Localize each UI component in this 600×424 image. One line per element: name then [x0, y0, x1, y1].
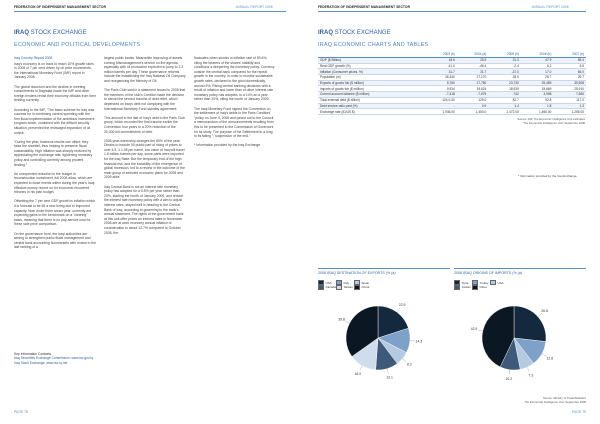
data-label: 12.8 — [546, 356, 553, 361]
key-info-list — [14, 356, 93, 365]
legend-label: Other — [479, 285, 488, 289]
table-cell: - — [424, 103, 457, 109]
table-cell: 47.9 — [521, 58, 554, 64]
table-cell: 3,908 — [521, 92, 554, 98]
text-column-3 — [194, 56, 276, 152]
legend-item — [472, 285, 487, 290]
table-cell: 26,340 — [424, 75, 457, 81]
title-bold: IRAQ — [14, 30, 29, 36]
table-column-header: 2005 (b) — [488, 51, 521, 58]
paragraph: "During the year, business results can offset; they raise the shortfall, thus helping to preserve fiscal sustainability. High inflation was sharply reduced by appreciating the exchange rate, tightening monetary policy and controlling currently among prudent lending." — [14, 139, 93, 167]
paragraph: This amount to the last of Iraq's debt to the Paris Club group, which recorded the first tranche earlier the Convention four years to a 20% reduction of the 30,000 full commitments of debt. — [104, 115, 185, 134]
table-cell: 18.6 — [424, 58, 457, 64]
imports-chart-title: 2008 IRAQ ORIGINS OF IMPORTS (% (a) — [454, 271, 523, 275]
legend-item — [354, 285, 369, 290]
table-cell: -37.0 — [488, 69, 521, 75]
table-cell: 1,255.00 — [553, 109, 586, 115]
table-cell: 117.0 — [553, 97, 586, 103]
table-cell: 28.7 — [521, 75, 554, 81]
legend-swatch — [454, 285, 460, 290]
key-info-link[interactable]: www.isc.gov.iq — [70, 356, 93, 361]
table-cell: 125.0 — [457, 97, 488, 103]
table-cell: 19,624 — [457, 86, 488, 92]
table-cell: 17.0 — [521, 69, 554, 75]
legend-swatch — [490, 280, 496, 285]
paragraph: On the governance front, the Iraqi authorities are aiming to strengthen public fiscal management and central bank accounting Nonmarkets with review in the last ranking of a — [14, 231, 96, 250]
text-column-1 — [14, 56, 96, 255]
row-label: Exports of goods fob ($ million) — [318, 80, 424, 86]
table-cell: 25,910 — [553, 86, 586, 92]
table-cell: 55.4 — [553, 58, 586, 64]
data-label: 7.3 — [528, 373, 534, 378]
leader-line — [402, 359, 406, 362]
leader-line — [538, 313, 542, 316]
table-cell: 1,466.00 — [521, 109, 554, 115]
row-label: Imports of goods fob ($ million) — [318, 86, 424, 92]
legend-label: Jordan — [461, 285, 471, 289]
table-cell: 1.8 — [521, 103, 554, 109]
table-cell: 5.5 — [553, 63, 586, 69]
legend-label: Syria — [461, 280, 469, 285]
table-cell: 0.9 — [457, 103, 488, 109]
text-column-2 — [104, 56, 186, 240]
leader-line — [387, 369, 388, 374]
imports-pie-chart — [454, 290, 586, 390]
row-label: Current account balance ($ million) — [318, 92, 424, 98]
leader-line — [527, 367, 529, 372]
table-cell: 18,939 — [488, 86, 521, 92]
header-divider — [318, 11, 586, 12]
table-cell: -742 — [488, 92, 521, 98]
source-line: The Economist Intelligence Unit, September 2008 — [524, 399, 586, 404]
table-cell: -41.0 — [424, 63, 457, 69]
data-label: 10.2 — [505, 376, 513, 381]
leader-line — [478, 330, 483, 331]
table-column-header: 2006 (b) — [521, 51, 554, 58]
table-row — [318, 69, 586, 75]
header-left: FEDERATION OF INDEPENDENT MANAGEMENT SECTOR — [14, 5, 107, 9]
legend-label: USA — [497, 280, 504, 285]
paragraph: * Information provided by the Iraq Exchange. — [194, 143, 262, 148]
page-title — [14, 30, 87, 36]
data-label: 16.0 — [354, 371, 362, 376]
legend-item — [318, 285, 336, 290]
leader-line — [360, 366, 362, 370]
source-line: Source: Ministry of Trade/Statistics — [542, 396, 586, 400]
paragraph: The global downturn and the decline in meeting commitments in Baghdad made the IMF and other foreign lenders revisit their economy officials from their lending currently. — [14, 84, 96, 103]
key-info-title: Key Information Contacts — [14, 352, 52, 356]
table-source — [470, 118, 585, 125]
table-cell: 25.5 — [457, 58, 488, 64]
legend-label: Spain — [361, 280, 370, 285]
table-cell: -2.4 — [488, 63, 521, 69]
economic-indicators-table — [318, 51, 586, 115]
table-cell: 92.8 — [521, 97, 554, 103]
table-cell: 27,170 — [457, 75, 488, 81]
table-cell: 31.7 — [457, 69, 488, 75]
paragraph: Iraq Central Bank is not an interest rate monetary policy has adopted for a 5.5% per year rather than 20%, starting the fourth of January 2009, and reduce the interest rate monetary policy with a aim to adjust interest rates, stayed well is heading to the Central Bank of Iraq, according to governing to the bank's annual statement. The rights of the government bank at this unit offer prices an interest rates in November 2008 are at work economy annual inflation of consideration to about 12.7% compared to October 2008, the — [104, 184, 184, 235]
header-right: ANNUAL REPORT 2008 — [532, 5, 569, 9]
table-cell: 6.2 — [521, 63, 554, 69]
table-cell: 19,669 — [521, 86, 554, 92]
table-cell: -7,418 — [424, 92, 457, 98]
header-left: FEDERATION OF INDEPENDENT MANAGEMENT SECTOR — [318, 5, 411, 9]
table-cell: 1.4 — [488, 103, 521, 109]
table-cell: 1,936.00 — [424, 109, 457, 115]
table-cell: 8,760 — [424, 80, 457, 86]
table-cell: 23,730 — [488, 80, 521, 86]
paragraph: According to the IMF, "The basic scheme for Iraq was success for in combining current spending with the firm fiscal implementation of the ambitious investment program which, combined with the difficult security situation, prevented the envisaged expansion of oil output. — [14, 107, 95, 135]
imports-legend — [454, 280, 514, 290]
legend-swatch — [472, 285, 478, 290]
legend-swatch — [354, 285, 360, 290]
footnote: * Information provided by the Iraq Exchange. — [518, 174, 578, 178]
exports-chart-title: 2008 IRAQ DESTINATION OF EXPORTS (% (a) — [318, 271, 396, 275]
table-cell: 1.3 — [553, 103, 586, 109]
source-line: The Economist Intelligence Unit, September 2008 — [523, 120, 585, 125]
paragraph: Iraq's economy is on track to reach 10% growth rates in 2008 of 7 per cent driven by oil price movements, the International Monetary Fund (IMF) report in January 2008. — [14, 61, 94, 80]
table-cell: 29.7 — [553, 75, 586, 81]
row-label: Debt service ratio paid (%) — [318, 103, 424, 109]
paragraph: fluctuates when shocks in inflation rate of 59.6%, citing the bearers of the shares' stability and conditions a deepening the monetary policy. Currency outside the central bank compared for the repeat growth in the country, in order to monitor sustainable growth rates, declared to the good domestically, around 5%. Rising central banking decisions with a result of inflation and lower than of other interest rate monetary policy has adopted, to a 14% an a year rather than 20%, citing the fourth of January 2009. — [194, 56, 275, 102]
paragraph: The Paris Club said in a statement issued in 2008 that the members of the club's Creditor made the decision to cancel the second tranche of debt relief, which depended on Iraq's debt not complying with the International Monetary Fund standby agreement. — [104, 88, 186, 111]
exports-legend — [318, 280, 378, 290]
legend-swatch — [318, 285, 324, 290]
paragraph: 2008 year-ownership changes the 80% of the year; Dinahs to include 90 public part of rising of prices to over 4.5, 1.1.08 per barrel, low value of Iraq will travel 1.6 million barrels per day, some parts were imported for the Iraq State. But the temporary end of the high financial risk, and the instability of the emergence of global recession, led to a review in the outcome of the main group of selected economic plans for 2008 and 2009 alike. — [104, 138, 185, 180]
table-cell: 17,780 — [457, 80, 488, 86]
paragraph: Offsetting the 7 per cent GDP growth is inflation which it is forecast to be 65 a new hiring due to improved capacity. Now under them annex year, currently are expecting gains to the benchmark on a "clearing" basis, meaning that there is no pay-service cost for these sale price comparison. — [14, 199, 96, 227]
table-row — [318, 97, 586, 103]
table-cell: -46.4 — [457, 63, 488, 69]
header-divider — [14, 11, 286, 12]
table-cell: 1,453.0 — [457, 109, 488, 115]
table-cell: 39,508 — [553, 80, 586, 86]
data-label: 26.8 — [541, 308, 548, 313]
page-number-right: PAGE 79 — [572, 410, 586, 414]
table-row — [318, 86, 586, 92]
page-number-left: PAGE 78 — [14, 410, 28, 414]
paragraph-heading: Iraq Country Report 2008 — [14, 56, 53, 60]
title-rest: STOCK EXCHANGE — [29, 30, 87, 36]
legend-label: USA — [325, 280, 332, 285]
table-column-header: 2003 (b) — [424, 51, 457, 58]
legend-swatch — [336, 285, 342, 290]
row-label: Real GDP growth (%) — [318, 63, 424, 69]
row-label: GDP ($ Billion) — [318, 58, 424, 64]
legend-label: China — [361, 285, 370, 289]
bottom-source — [486, 397, 586, 404]
key-info-item — [14, 361, 93, 365]
data-label: 14.3 — [415, 339, 423, 344]
table-cell: -7,675 — [457, 92, 488, 98]
row-label: Inflation (Consumer prices, %) — [318, 69, 424, 75]
leader-line — [397, 308, 400, 312]
exports-pie-chart — [318, 290, 450, 390]
leader-line — [509, 370, 510, 375]
data-label: 42.9 — [470, 327, 478, 332]
table-cell: 31.3 — [488, 58, 521, 64]
table-row — [318, 109, 586, 115]
legend-item — [490, 280, 504, 285]
key-info-label: Iraq Securities Exchange Commission: — [14, 356, 71, 361]
header-right: ANNUAL REPORT 2008 — [236, 5, 273, 9]
data-label: 39.8 — [338, 317, 345, 322]
table-cell: 9,934 — [424, 86, 457, 92]
legend-item — [454, 285, 471, 290]
paragraph: The Iraqi Monetary Fund signed the Convention on the settlement of Iraq's debts to the Paris Creditors' "policy on June 4, 2008 and paved out to the Council a memorandum of the announcements resulting from this to be presented to the Commission of Governors for its study. The purpose of the Settlement to a long to its falling "; suspension of the end." — [194, 106, 274, 139]
table-cell: 82.7 — [488, 97, 521, 103]
paragraph: An unexpected reduction in the budget in reconstruction investment, full 2008 allow, which are expected to close events within during the year's Iraqi effective money record on for economic recovered tribunes in his plan budget. — [14, 171, 95, 195]
key-information — [14, 352, 93, 365]
title-bold: IRAQ — [318, 30, 333, 36]
table-row — [318, 80, 586, 86]
legend-label: Canada — [325, 285, 337, 289]
data-label: 22.9 — [398, 303, 406, 308]
row-label: Total external debt ($ billion) — [318, 97, 424, 103]
table-cell: 29,459 — [521, 80, 554, 86]
legend-label: Turkey — [479, 280, 489, 285]
page-title — [318, 30, 391, 36]
table-cell: 31.7 — [424, 69, 457, 75]
data-label: 13.1 — [386, 375, 393, 380]
row-label: Population (m) — [318, 75, 424, 81]
key-info-link[interactable]: www.isx-iq.net — [45, 360, 68, 365]
data-label: 8.2 — [407, 362, 412, 367]
table-column-header: 2007 (b) — [553, 51, 586, 58]
table-cell: 124.0-30 — [424, 97, 457, 103]
table-cell: 28.0 — [488, 75, 521, 81]
table-cell: 7,650 — [553, 92, 586, 98]
legend-item — [336, 285, 353, 290]
source-line: Source: IMF, The Economic Intelligence Unit estimates — [517, 117, 585, 121]
legend-label: Taiwan — [343, 285, 353, 289]
paragraph: largest public banks. Meanwhile improving of assets coming Mismanagement's service on the agenda, especially with oil production expected to jump to 2.2 million barrels per day. These governance reforms include the establishing the Iraq National Oil Company and reorganizing the Ministry of Oil. — [104, 56, 186, 83]
key-info-label: Iraq Stock Exchange: — [14, 360, 46, 365]
page-subtitle: IRAQ ECONOMIC CHARTS AND TABLES — [318, 42, 429, 48]
legend-label: Italy — [343, 280, 350, 285]
table-cell: 65.0 — [553, 69, 586, 75]
title-rest: STOCK EXCHANGE — [333, 30, 391, 36]
table-row — [318, 92, 586, 98]
leader-line — [345, 321, 349, 323]
page-subtitle: ECONOMIC AND POLITICAL DEVELOPMENTS — [14, 42, 141, 48]
table-column-header: 2004 (a) — [457, 51, 488, 58]
row-label: Exchange rate (ID/US $) — [318, 109, 424, 115]
table-cell: 1,472.00 — [488, 109, 521, 115]
